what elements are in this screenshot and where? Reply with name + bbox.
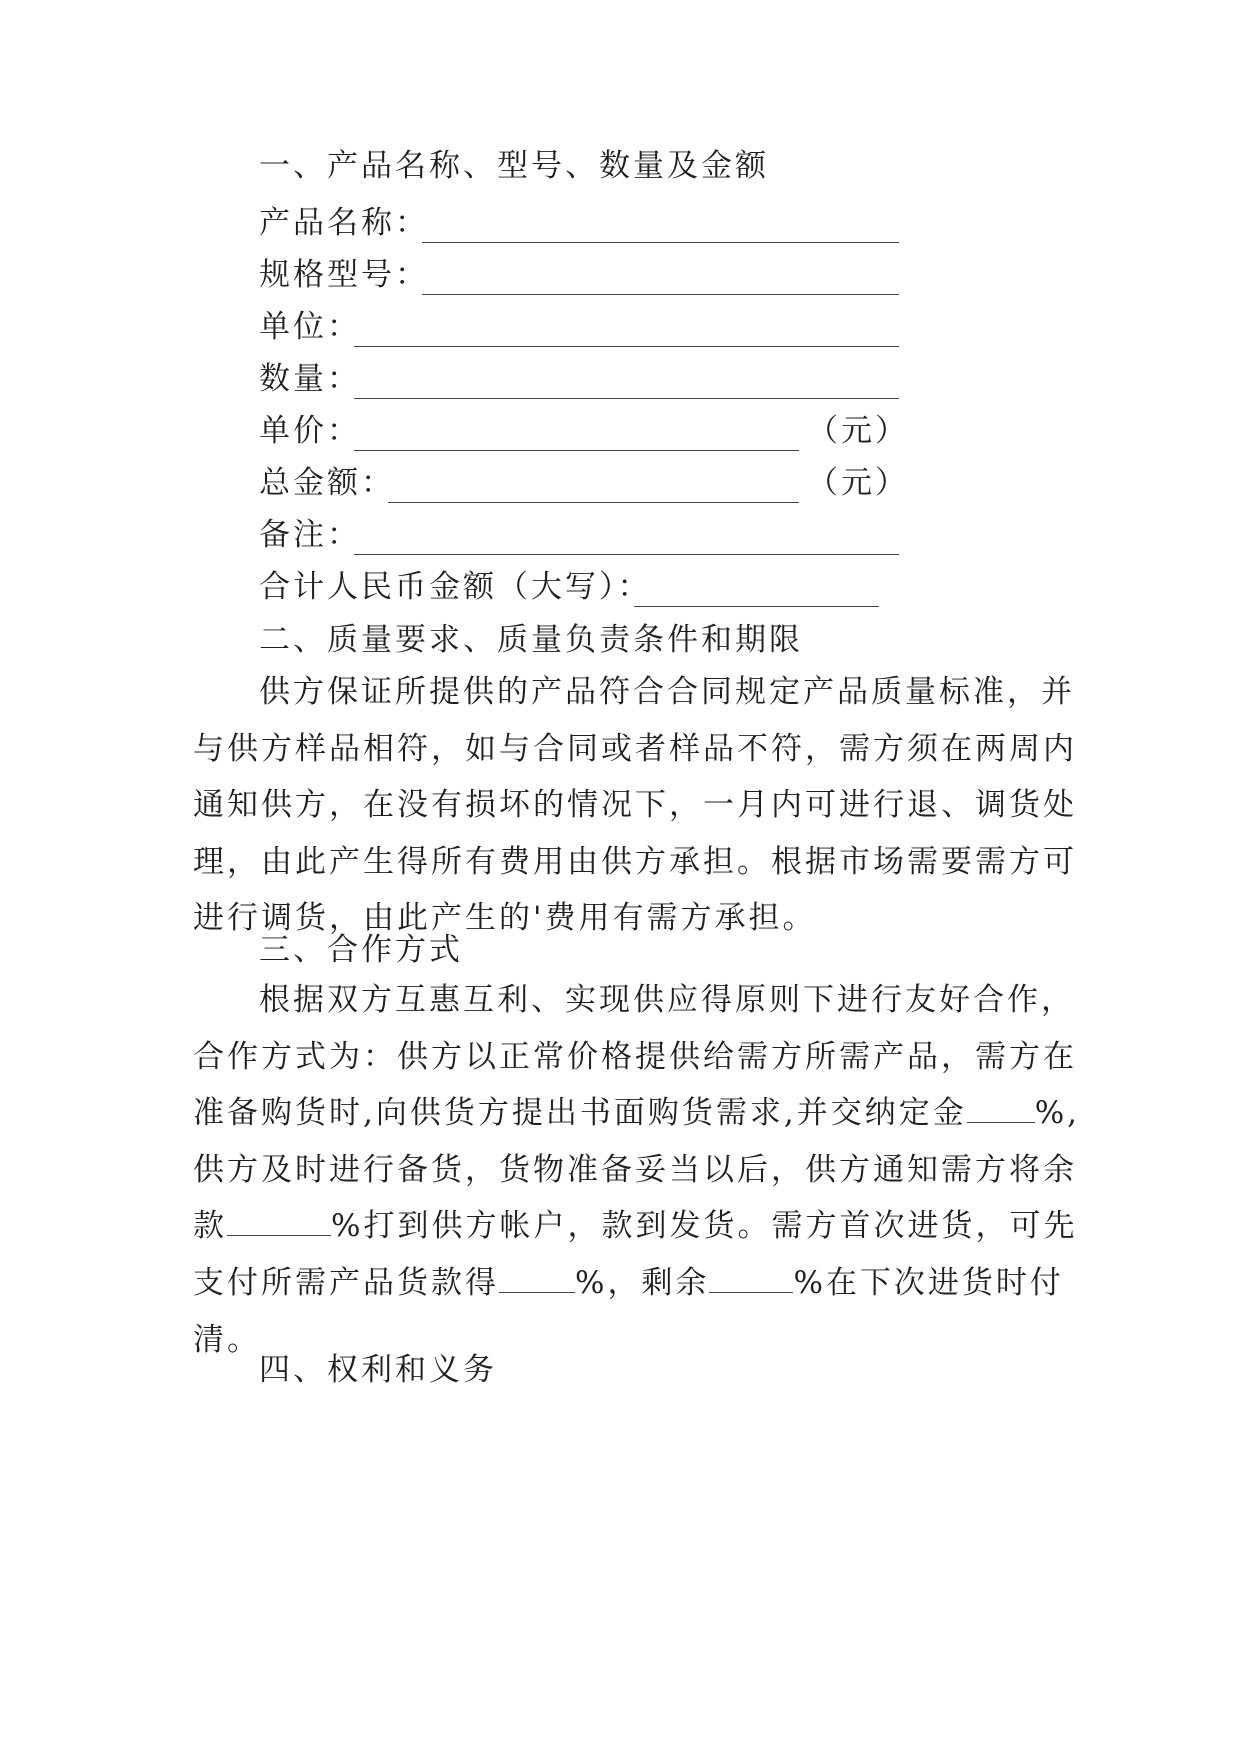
unit-blank[interactable] bbox=[354, 307, 899, 347]
section-3-heading: 三、合作方式 bbox=[259, 932, 463, 968]
text-segment: %打到供方帐户，款到发货。需方首次进货，可先 bbox=[331, 1208, 1078, 1245]
text-line bbox=[193, 1085, 1081, 1142]
field-total-amount bbox=[259, 463, 909, 503]
text-segment: %在下次进货时付 bbox=[793, 1264, 1064, 1301]
field-label: 总金额： bbox=[259, 465, 395, 501]
text-line: 供方及时进行备货，货物准备妥当以后，供方通知需方将余 bbox=[193, 1151, 1077, 1188]
text-line: 与供方样品相符，如与合同或者样品不符，需方须在两周内 bbox=[193, 730, 1077, 767]
text-line: 进行调货，由此产生的'费用有需方承担。 bbox=[193, 900, 817, 937]
field-label: 数量： bbox=[259, 361, 361, 397]
remarks-blank[interactable] bbox=[354, 515, 899, 555]
section-2-body bbox=[193, 664, 1077, 947]
text-segment: 款 bbox=[193, 1208, 227, 1245]
field-label: 单位： bbox=[259, 309, 361, 345]
deposit-percent-blank[interactable] bbox=[967, 1092, 1035, 1123]
field-spec-model bbox=[259, 255, 899, 295]
text-line: 通知供方，在没有损坏的情况下，一月内可进行退、调货处 bbox=[193, 787, 1077, 824]
product-name-blank[interactable] bbox=[422, 203, 899, 243]
currency-unit: （元） bbox=[807, 465, 909, 501]
text-segment: 准备购货时,向供货方提出书面购货需求,并交纳定金 bbox=[193, 1095, 967, 1132]
text-segment: %, bbox=[1034, 1095, 1081, 1132]
text-line: 理，由此产生得所有费用由供方承担。根据市场需要需方可 bbox=[193, 843, 1077, 880]
text-segment: 支付所需产品货款得 bbox=[193, 1264, 499, 1301]
balance-percent-blank[interactable] bbox=[227, 1205, 331, 1236]
field-unit-price bbox=[259, 411, 909, 451]
field-unit bbox=[259, 307, 899, 347]
field-remarks bbox=[259, 515, 899, 555]
field-label: 单价： bbox=[259, 413, 361, 449]
text-line: 根据双方互惠互利、实现供应得原则下进行友好合作， bbox=[259, 982, 1075, 1018]
section-4-heading: 四、权利和义务 bbox=[259, 1352, 497, 1388]
quantity-blank[interactable] bbox=[354, 359, 899, 399]
text-line: 合作方式为：供方以正常价格提供给需方所需产品，需方在 bbox=[193, 1038, 1077, 1075]
total-rmb-capital-blank[interactable] bbox=[634, 567, 879, 607]
section-1-heading: 一、产品名称、型号、数量及金额 bbox=[259, 148, 769, 184]
section-2-heading: 二、质量要求、质量负责条件和期限 bbox=[259, 622, 803, 658]
currency-unit: （元） bbox=[807, 413, 909, 449]
remaining-percent-blank[interactable] bbox=[709, 1262, 793, 1293]
field-label: 产品名称： bbox=[259, 205, 429, 241]
field-label: 规格型号： bbox=[259, 257, 429, 293]
field-label: 合计人民币金额（大写）： bbox=[259, 569, 652, 605]
text-line: 清。 bbox=[193, 1321, 261, 1358]
field-total-rmb-capital bbox=[259, 567, 899, 607]
total-amount-blank[interactable] bbox=[388, 463, 799, 503]
field-label: 备注： bbox=[259, 517, 361, 553]
text-line: 供方保证所提供的产品符合合同规定产品质量标准，并 bbox=[259, 674, 1075, 710]
spec-model-blank[interactable] bbox=[422, 255, 899, 295]
unit-price-blank[interactable] bbox=[354, 411, 799, 451]
first-payment-percent-blank[interactable] bbox=[499, 1262, 575, 1293]
section-3-body bbox=[193, 972, 1081, 1368]
field-quantity bbox=[259, 359, 899, 399]
text-segment: %，剩余 bbox=[575, 1264, 710, 1301]
field-product-name bbox=[259, 203, 899, 243]
text-line bbox=[193, 1255, 1073, 1312]
text-line bbox=[193, 1198, 1078, 1255]
